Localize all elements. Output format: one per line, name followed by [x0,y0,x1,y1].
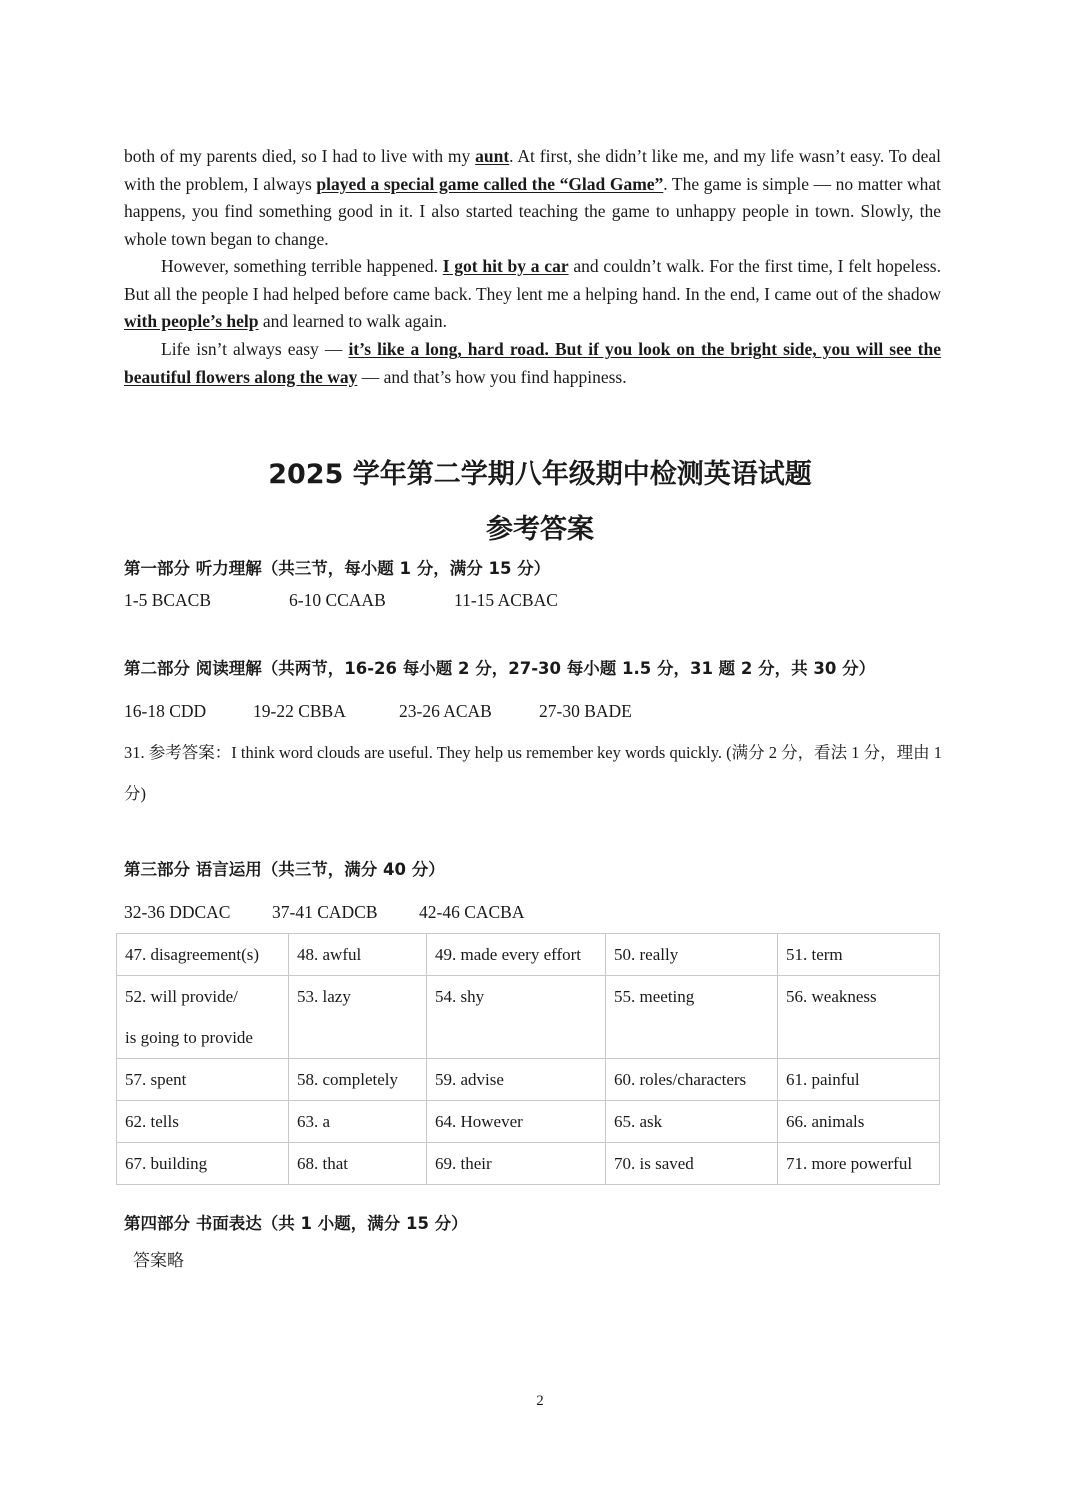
table-cell: 54. shy [427,976,606,1059]
answer-group: 32-36 DDCAC [124,902,231,922]
passage-text: However, something terrible happened. [161,256,443,276]
passage-text: and learned to walk again. [258,311,448,332]
table-row [117,934,940,976]
passage-text: — and that’s how you find happiness. [357,366,627,387]
part3-heading: 第三部分 语言运用（共三节，满分 40 分） [124,860,445,879]
table-cell: is going to provide [117,1017,289,1059]
passage-text: and couldn’t walk. For the first time, I felt hopeless. But all the people I had helped before came back. They lent me a helping hand. In the end, I came out of the shadow [124,256,941,304]
table-cell: 49. made every effort [427,934,606,976]
table-row [117,976,940,1018]
answer-group: 1-5 BCACB [124,590,212,610]
table-cell: 64. However [427,1101,606,1143]
passage-text: Life isn’t always easy — [161,339,349,359]
table-cell: 55. meeting [606,976,778,1059]
answer-group: 19-22 CBBA [253,701,346,721]
table-cell: 53. lazy [289,976,427,1059]
table-cell: 59. advise [427,1059,606,1101]
page-number: 2 [536,1393,544,1409]
answer-group: 23-26 ACAB [399,701,492,721]
table-cell: 51. term [778,934,940,976]
answer-key-subtitle: 参考答案 [486,514,594,545]
table-cell: 68. that [289,1143,427,1185]
passage-text: . At first, she didn’t like me, and my life wasn’t easy. To deal with the problem, I always [124,146,942,194]
fill-in-answer-table [116,933,940,1185]
underlined-phrase: aunt [475,146,510,166]
table-row [117,1059,940,1101]
passage-text: both of my parents died, so I had to live with my [124,146,476,166]
passage-paragraph-2 [124,253,941,336]
underlined-phrase: I got hit by a car [442,256,569,276]
table-cell: 65. ask [606,1101,778,1143]
passage-text: . The game is simple — no matter what happens, you find something good in it. I also started teaching the game to unhappy people in town. Slowly, the whole town began to change. [124,173,941,249]
table-row [117,1101,940,1143]
passage-paragraph-1 [124,143,941,253]
answer-group: 16-18 CDD [124,701,207,721]
table-cell: 69. their [427,1143,606,1185]
table-cell: 48. awful [289,934,427,976]
table-cell: 58. completely [289,1059,427,1101]
exam-title: 2025 学年第二学期八年级期中检测英语试题 [268,459,812,490]
table-cell: 60. roles/characters [606,1059,778,1101]
table-cell: 67. building [117,1143,289,1185]
answer-group: 42-46 CACBA [419,902,525,922]
passage-paragraph-3 [124,336,941,391]
table-cell: 61. painful [778,1059,940,1101]
table-row [117,1143,940,1185]
part1-heading: 第一部分 听力理解（共三节，每小题 1 分，满分 15 分） [124,559,551,578]
answer-group: 37-41 CADCB [272,902,378,922]
answer-group: 27-30 BADE [539,701,632,721]
part4-answer: 答案略 [133,1251,184,1271]
underlined-phrase: played a special game called the “Glad Game” [316,173,664,194]
table-cell: 50. really [606,934,778,976]
question-31-answer: 31. 参考答案：I think word clouds are useful. They help us remember key words quickly. (满分 2 分，看法 1 分，理由 1 分) [124,743,942,803]
table-cell: 71. more powerful [778,1143,940,1185]
table-cell: 47. disagreement(s) [117,934,289,976]
table-cell: 62. tells [117,1101,289,1143]
part2-heading: 第二部分 阅读理解（共两节，16-26 每小题 2 分，27-30 每小题 1.5 分，31 题 2 分，共 30 分） [124,659,876,678]
answer-group: 6-10 CCAAB [289,590,386,610]
table-cell: 63. a [289,1101,427,1143]
table-cell: 56. weakness [778,976,940,1059]
answer-group: 11-15 ACBAC [454,590,558,610]
table-cell: 66. animals [778,1101,940,1143]
part4-heading: 第四部分 书面表达（共 1 小题，满分 15 分） [124,1214,468,1233]
underlined-phrase: with people’s help [124,311,259,332]
table-cell: 57. spent [117,1059,289,1101]
table-cell: 52. will provide/ [117,976,289,1018]
table-cell: 70. is saved [606,1143,778,1185]
underlined-phrase: it’s like a long, hard road. But if you look on the bright side, you will see the beautiful flowers along the way [124,339,942,387]
